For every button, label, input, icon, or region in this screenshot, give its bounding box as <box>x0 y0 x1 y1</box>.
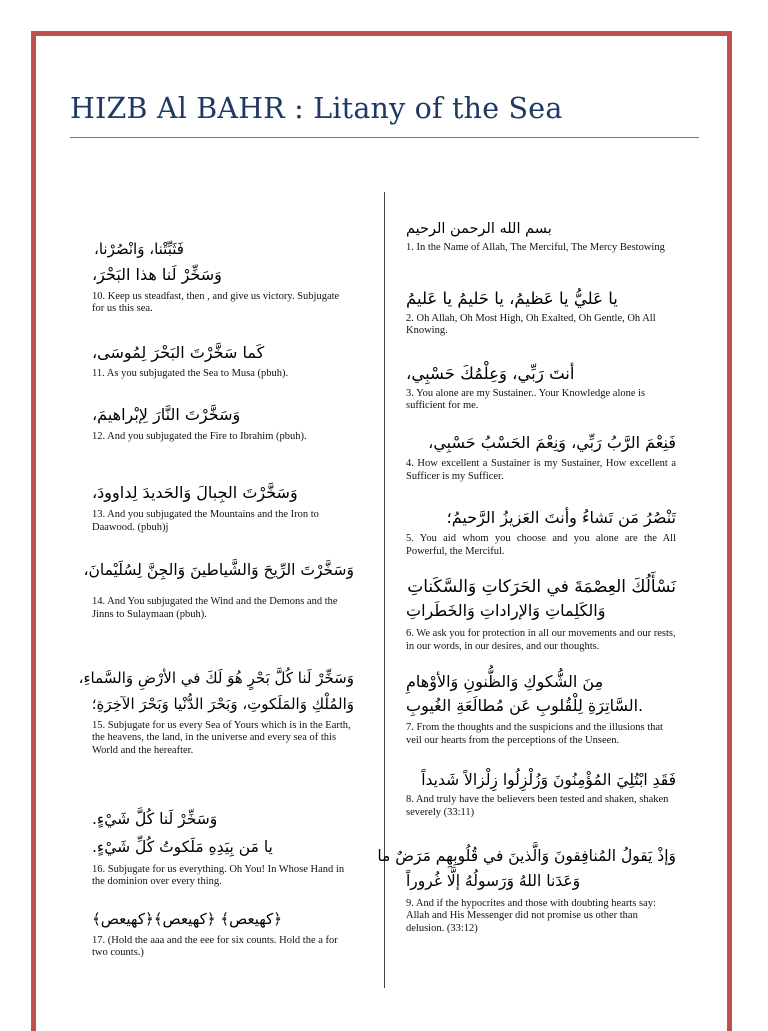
verse-11 <box>92 343 354 381</box>
verse-1 <box>406 220 676 255</box>
verse-arabic: .السَّاتِرَةِ لِلْقُلوبِ عَن مُطالَعَةِ الغُيوبِ <box>406 696 644 715</box>
verse-translation: 12. And you subjugated the Fire to Ibrahim (pbuh). <box>92 431 307 442</box>
verse-translation: 13. And you subjugated the Mountains and the Iron to Daawood. (pbuh)j <box>92 509 319 533</box>
verse-6 <box>406 577 676 653</box>
verse-arabic: أنتَ رَبِّي، وَعِلْمُكَ حَسْبِي، <box>406 364 575 383</box>
verse-16 <box>92 810 354 889</box>
verse-arabic: وَالكَلِماتِ وَالإراداتِ وَالخَطَراتِ <box>406 601 606 621</box>
verse-arabic: بسم الله الرحمن الرحيم <box>406 221 552 237</box>
verse-translation: 9. And if the hypocrites and those with doubting hearts say: Allah and His Messenger did not promise us other than delusion. (33:12) <box>406 897 656 934</box>
verse-arabic: مِنَ الشُّكوكِ وَالظُّنونِ وَالأوْهامِ <box>406 672 604 691</box>
page-title: HIZB Al BAHR : Litany of the Sea <box>70 92 563 125</box>
verse-arabic: فَنِعْمَ الرَّبُ رَبِّي، وَنِعْمَ الحَسْبُ حَسْبِي، <box>428 433 676 452</box>
verse-arabic: وَعَدَنا اللهُ وَرَسولُهُ إلَّا غُروراً <box>406 872 581 891</box>
verse-14 <box>83 561 354 621</box>
verse-translation: 17. (Hold the aaa and the eee for six counts. Hold the a for two counts.) <box>92 934 338 959</box>
verse-translation: 6. We ask you for protection in all our movements and our rests, in our words, in our desires, and our thoughts. <box>406 628 676 652</box>
verse-17 <box>92 910 354 960</box>
verse-arabic: وَسَخَّرْتَ الجِبالَ وَالحَديدَ لِداوودَ، <box>92 483 298 502</box>
verse-arabic: كَما سَخَّرْتَ البَحْرَ لِمُوسَى، <box>92 343 265 362</box>
verse-arabic: ﴿كهيعص﴾ ﴿كهيعص﴾﴿كهيعص﴾ <box>92 910 283 928</box>
verse-translation: 8. And truly have the believers been tested and shaken, shaken severely (33:11) <box>406 794 669 818</box>
verse-translation: 11. As you subjugated the Sea to Musa (pbuh). <box>92 368 289 379</box>
verse-arabic: فَثَبِّتْنا، وَانْصُرْنا، <box>94 240 184 258</box>
verse-7 <box>406 672 676 747</box>
verse-8 <box>406 771 676 819</box>
verse-13 <box>92 483 354 534</box>
verse-arabic: وَسَخِّرْ لَنا كُلَّ شَيْءٍ. <box>92 810 218 828</box>
verse-arabic: وَالمُلْكِ وَالمَلَكوتِ، وَبَحْرَ الدُّنْيا وَبَحْرَ الآخِرَةِ؛ <box>91 694 354 713</box>
verse-translation: 7. From the thoughts and the suspicions and the illusions that veil our hearts from the perceptions of the Unseen. <box>406 722 663 746</box>
verse-translation: 1. In the Name of Allah, The Merciful, The Mercy Bestowing <box>406 242 665 254</box>
verse-translation: 15. Subjugate for us every Sea of Yours which is in the Earth, the heavens, the land, in the universe and every sea of this World and the hereafter. <box>92 719 351 756</box>
verse-arabic: نَسْأَلُكَ العِصْمَةَ في الحَرَكاتِ وَالسَّكَناتِ <box>407 577 676 597</box>
verse-arabic: وَسَخَّرْتَ النَّارَ لِإبْراهيمَ، <box>92 405 241 424</box>
verse-15 <box>78 669 354 757</box>
verse-arabic: يا عَليُّ يا عَظيمُ، يا حَليمُ يا عَليمُ <box>406 289 618 308</box>
verse-12 <box>92 405 354 444</box>
column-divider <box>384 192 385 988</box>
verse-10 <box>92 240 354 316</box>
verse-9 <box>377 847 676 935</box>
verse-arabic: وَسَخَّرْتَ الرِّيحَ وَالشَّياطينَ وَالجِنَّ لِسُلَيْمانَ، <box>83 561 354 579</box>
verse-translation: 3. You alone are my Sustainer.. Your Knowledge alone is sufficient for me. <box>406 387 646 412</box>
verse-translation: 10. Keep us steadfast, then , and give us victory. Subjugate for us this sea. <box>92 290 340 315</box>
verse-arabic: يا مَن بِيَدِهِ مَلَكوتُ كُلِّ شَيْءٍ. <box>92 838 273 857</box>
verse-3 <box>406 364 676 413</box>
verse-arabic: وَإذْ يَقولُ المُنافِقونَ وَالَّذينَ في قُلُوبِهِم مَرَضٌ ما <box>377 847 676 865</box>
verse-translation: 4. How excellent a Sustainer is my Sustainer, How excellent a Sufficer is my Sufficer. <box>406 458 676 482</box>
verse-4 <box>406 433 676 483</box>
verse-2 <box>406 289 676 338</box>
verse-translation: 5. You aid whom you choose and you alone are the All Powerful, the Merciful. <box>406 533 676 557</box>
verse-translation: 14. And You subjugated the Wind and the Demons and the Jinns to Sulaymaan (pbuh). <box>92 596 338 620</box>
verse-translation: 2. Oh Allah, Oh Most High, Oh Exalted, Oh Gentle, Oh All Knowing. <box>406 312 656 337</box>
verse-translation: 16. Subjugate for us everything. Oh You! In Whose Hand in the dominion over every thing. <box>92 863 345 888</box>
verse-arabic: وَسَخِّرْ لَنا هذا البَحْرَ، <box>92 264 222 284</box>
verse-arabic: وَسَخِّرْ لَنا كُلَّ بَحْرٍ هُوَ لَكَ في الأرْضِ وَالسَّماءِ، <box>78 669 354 687</box>
verse-arabic: فَقَدِ ابْتُلِيَ المُؤْمِنُونَ وَزُلْزِلُوا زِلْزالاً شَديداً <box>421 771 676 789</box>
title-underline <box>70 137 699 138</box>
verse-5 <box>406 508 676 558</box>
verse-arabic: تَنْصُرُ مَن تَشاءُ وأنتَ العَزيزُ الرَّحيمُ؛ <box>446 508 676 527</box>
